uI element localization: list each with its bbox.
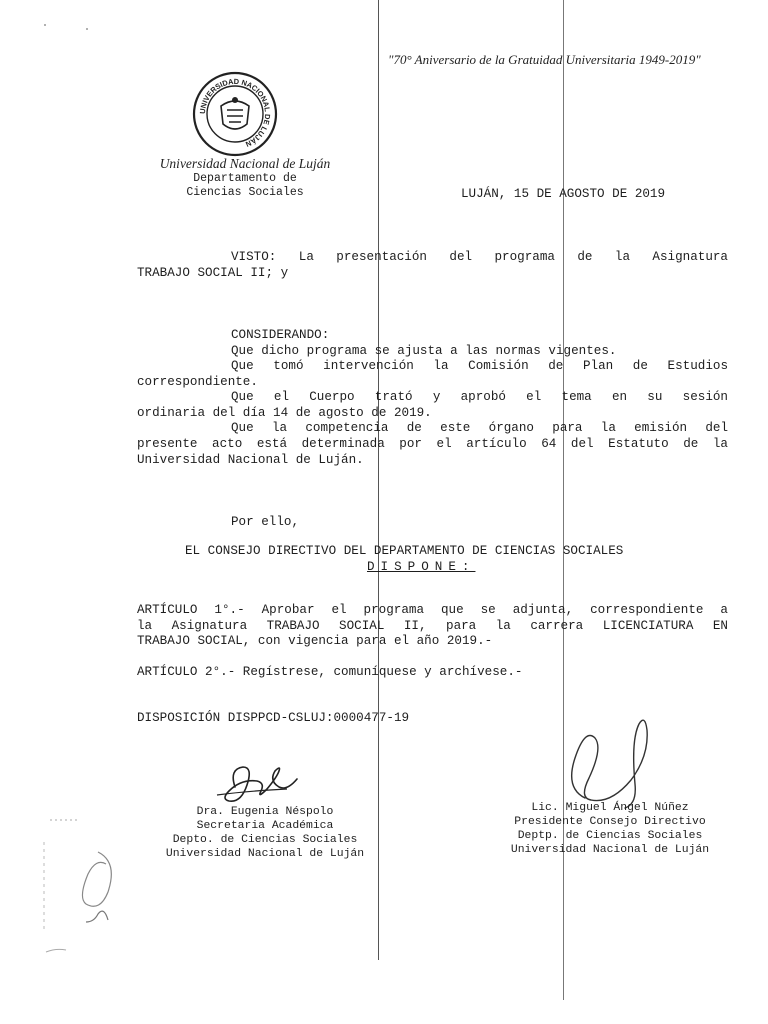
council-heading: EL CONSEJO DIRECTIVO DEL DEPARTAMENTO DE CIENCIAS SOCIALES <box>185 544 624 558</box>
visto-line-1: VISTO: La presentación del programa de la Asignatura <box>231 250 728 264</box>
considerando-line: correspondiente. <box>137 375 258 389</box>
seal-text: UNIVERSIDAD NACIONAL DE LUJÁN <box>197 76 273 149</box>
considerando-heading: CONSIDERANDO: <box>231 328 330 342</box>
signer-right-dept: Deptp. de Ciencias Sociales <box>517 830 703 842</box>
signer-left-role: Secretaria Académica <box>196 820 334 832</box>
signature-left <box>205 745 315 815</box>
signer-left-dept: Depto. de Ciencias Sociales <box>172 834 358 846</box>
place-date: LUJÁN, 15 DE AGOSTO DE 2019 <box>461 187 666 201</box>
considerando-line: Que el Cuerpo trató y aprobó el tema en su sesión <box>231 390 728 404</box>
signer-right-university: Universidad Nacional de Luján <box>510 844 710 856</box>
department-line-2: Ciencias Sociales <box>186 186 304 199</box>
considerando-line: Universidad Nacional de Luján. <box>137 453 364 467</box>
margin-stamp-mark <box>40 812 130 962</box>
department-line-1: Departamento de <box>193 172 297 185</box>
anniversary-motto: "70° Aniversario de la Gratuidad Universitaria 1949-2019" <box>388 52 701 67</box>
fold-line-left <box>378 0 379 960</box>
signer-left-university: Universidad Nacional de Luján <box>165 848 365 860</box>
considerando-line: Que dicho programa se ajusta a las normas vigentes. <box>231 344 617 358</box>
article-1-line-2: la Asignatura TRABAJO SOCIAL II, para la carrera LICENCIATURA EN <box>137 619 728 633</box>
scan-speck <box>44 24 46 26</box>
por-ello: Por ello, <box>231 515 300 529</box>
signer-right-role: Presidente Consejo Directivo <box>514 816 706 828</box>
visto-line-2: TRABAJO SOCIAL II; y <box>137 266 289 280</box>
dispone-heading: DISPONE: <box>367 560 476 574</box>
article-1-line-3: TRABAJO SOCIAL, con vigencia para el año 2019.- <box>137 634 493 648</box>
considerando-line: Que la competencia de este órgano para la emisión del <box>231 421 728 435</box>
considerando-line: Que tomó intervención la Comisión de Plan de Estudios <box>231 359 728 373</box>
article-1-line-1: ARTÍCULO 1°.- Aprobar el programa que se adjunta, correspondiente a <box>137 603 728 617</box>
university-name: Universidad Nacional de Luján <box>159 156 331 171</box>
signer-left-name: Dra. Eugenia Néspolo <box>196 806 334 818</box>
article-2: ARTÍCULO 2°.- Regístrese, comuníquese y archívese.- <box>137 665 523 679</box>
svg-text:UNIVERSIDAD NACIONAL DE LUJÁN <box>198 77 272 149</box>
disposicion-number: DISPOSICIÓN DISPPCD-CSLUJ:0000477-19 <box>137 711 410 725</box>
signer-right-name: Lic. Miguel Ángel Núñez <box>531 802 689 814</box>
scan-speck <box>86 28 88 30</box>
considerando-line: presente acto está determinada por el artículo 64 del Estatuto de la <box>137 437 728 451</box>
considerando-line: ordinaria del día 14 de agosto de 2019. <box>137 406 432 420</box>
university-seal <box>191 70 279 158</box>
